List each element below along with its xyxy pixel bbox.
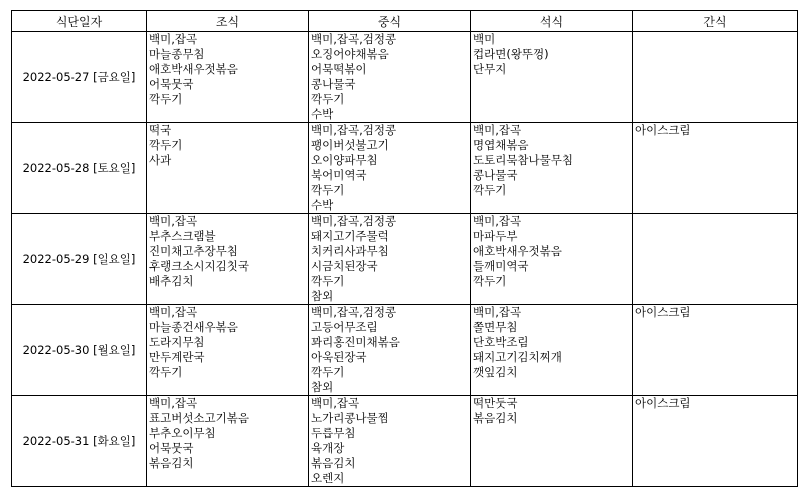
menu-item: 수박 xyxy=(311,107,334,121)
menu-item: 백미,잡곡 xyxy=(473,214,522,228)
menu-item: 떡국 xyxy=(149,123,172,137)
dinner-cell xyxy=(471,32,633,123)
menu-item: 애호박새우젓볶음 xyxy=(149,62,238,76)
menu-item: 단무지 xyxy=(473,62,507,76)
menu-item: 표고버섯소고기볶음 xyxy=(149,411,249,425)
menu-item: 볶음김치 xyxy=(311,456,356,470)
breakfast-item-list xyxy=(147,214,308,289)
snack-item-list xyxy=(633,305,797,320)
menu-item: 마파두부 xyxy=(473,229,518,243)
meal-date-cell: 2022-05-28 [토요일] xyxy=(12,123,147,214)
menu-item: 백미,잡곡 xyxy=(149,32,198,46)
snack-item-list xyxy=(633,123,797,138)
menu-item: 볶음김치 xyxy=(149,456,194,470)
menu-item: 돼지고기김치찌개 xyxy=(473,350,562,364)
menu-item: 깍두기 xyxy=(311,92,345,106)
snack-item-list xyxy=(633,396,797,411)
menu-item: 아이스크림 xyxy=(635,123,691,137)
menu-item: 육개장 xyxy=(311,441,345,455)
dinner-item-list xyxy=(471,32,632,77)
breakfast-item-list xyxy=(147,32,308,107)
header-breakfast: 조식 xyxy=(147,11,309,32)
menu-item: 백미,잡곡,검정콩 xyxy=(311,32,397,46)
menu-item: 단호박조림 xyxy=(473,335,529,349)
lunch-item-list xyxy=(309,305,470,395)
menu-item: 콩나물국 xyxy=(311,77,356,91)
menu-item: 어묵떡볶이 xyxy=(311,62,367,76)
menu-item: 깻잎김치 xyxy=(473,365,518,379)
menu-item: 백미,잡곡 xyxy=(473,305,522,319)
dinner-item-list xyxy=(471,123,632,198)
table-row xyxy=(12,32,798,123)
menu-item: 어묵뭇국 xyxy=(149,77,194,91)
menu-item: 북어미역국 xyxy=(311,168,367,182)
menu-item: 깍두기 xyxy=(149,138,183,152)
table-row xyxy=(12,305,798,396)
menu-item: 백미 xyxy=(473,32,496,46)
menu-item: 수박 xyxy=(311,198,334,212)
menu-item: 도라지무침 xyxy=(149,335,205,349)
menu-item: 참외 xyxy=(311,380,334,394)
lunch-item-list xyxy=(309,32,470,122)
menu-item: 돼지고기주물럭 xyxy=(311,229,389,243)
menu-item: 명엽채볶음 xyxy=(473,138,529,152)
menu-item: 깍두기 xyxy=(311,274,345,288)
header-lunch: 중식 xyxy=(309,11,471,32)
header-date: 식단일자 xyxy=(12,11,147,32)
menu-item: 백미,잡곡 xyxy=(149,214,198,228)
snack-cell xyxy=(633,305,798,396)
breakfast-item-list xyxy=(147,123,308,168)
meal-menu-table xyxy=(11,10,798,487)
menu-item: 백미,잡곡 xyxy=(311,396,360,410)
menu-item: 깍두기 xyxy=(311,183,345,197)
menu-item: 마늘종무침 xyxy=(149,47,205,61)
menu-item: 백미,잡곡 xyxy=(149,396,198,410)
menu-item: 부추오이무침 xyxy=(149,426,216,440)
menu-item: 깍두기 xyxy=(473,274,507,288)
meal-date-cell: 2022-05-27 [금요일] xyxy=(12,32,147,123)
snack-cell xyxy=(633,123,798,214)
menu-item: 볶음김치 xyxy=(473,411,518,425)
menu-item: 깍두기 xyxy=(149,365,183,379)
menu-item: 고등어무조림 xyxy=(311,320,378,334)
menu-item: 노가리콩나물찜 xyxy=(311,411,389,425)
breakfast-cell xyxy=(147,32,309,123)
lunch-cell xyxy=(309,396,471,487)
breakfast-cell xyxy=(147,396,309,487)
dinner-cell xyxy=(471,396,633,487)
snack-cell xyxy=(633,214,798,305)
menu-item: 콩나물국 xyxy=(473,168,518,182)
breakfast-item-list xyxy=(147,396,308,471)
table-row xyxy=(12,396,798,487)
lunch-cell xyxy=(309,32,471,123)
breakfast-cell xyxy=(147,305,309,396)
dinner-item-list xyxy=(471,396,632,426)
menu-item: 아이스크림 xyxy=(635,396,691,410)
menu-item: 시금치된장국 xyxy=(311,259,378,273)
snack-cell xyxy=(633,396,798,487)
menu-item: 백미,잡곡,검정콩 xyxy=(311,305,397,319)
meal-date-cell: 2022-05-30 [월요일] xyxy=(12,305,147,396)
menu-item: 깍두기 xyxy=(311,365,345,379)
menu-item: 어묵뭇국 xyxy=(149,441,194,455)
breakfast-item-list xyxy=(147,305,308,380)
menu-item: 도토리묵참나물무침 xyxy=(473,153,573,167)
lunch-item-list xyxy=(309,396,470,486)
lunch-cell xyxy=(309,214,471,305)
menu-item: 꽈리홍진미채볶음 xyxy=(311,335,400,349)
lunch-cell xyxy=(309,123,471,214)
menu-item: 아욱된장국 xyxy=(311,350,367,364)
menu-item: 두릅무침 xyxy=(311,426,356,440)
dinner-cell xyxy=(471,123,633,214)
menu-item: 후랭크소시지김칫국 xyxy=(149,259,249,273)
table-row xyxy=(12,214,798,305)
menu-item: 참외 xyxy=(311,289,334,303)
menu-item: 오이양파무침 xyxy=(311,153,378,167)
meal-date-cell: 2022-05-29 [일요일] xyxy=(12,214,147,305)
header-row xyxy=(12,11,798,32)
dinner-cell xyxy=(471,305,633,396)
dinner-item-list xyxy=(471,214,632,289)
header-snack: 간식 xyxy=(633,11,798,32)
menu-item: 깍두기 xyxy=(473,183,507,197)
menu-item: 진미채고추장무침 xyxy=(149,244,238,258)
menu-item: 부추스크램블 xyxy=(149,229,216,243)
table-row xyxy=(12,123,798,214)
menu-item: 오징어야채볶음 xyxy=(311,47,389,61)
menu-item: 백미,잡곡,검정콩 xyxy=(311,123,397,137)
menu-item: 백미,잡곡 xyxy=(149,305,198,319)
dinner-cell xyxy=(471,214,633,305)
menu-item: 깍두기 xyxy=(149,92,183,106)
menu-item: 쫄면무침 xyxy=(473,320,518,334)
lunch-item-list xyxy=(309,214,470,304)
meal-date-cell: 2022-05-31 [화요일] xyxy=(12,396,147,487)
menu-item: 사과 xyxy=(149,153,172,167)
menu-item: 백미,잡곡 xyxy=(473,123,522,137)
menu-body xyxy=(12,32,798,487)
menu-item: 오렌지 xyxy=(311,471,345,485)
dinner-item-list xyxy=(471,305,632,380)
menu-item: 아이스크림 xyxy=(635,305,691,319)
menu-item: 마늘종건새우볶음 xyxy=(149,320,238,334)
menu-item: 애호박새우젓볶음 xyxy=(473,244,562,258)
snack-cell xyxy=(633,32,798,123)
lunch-cell xyxy=(309,305,471,396)
menu-item: 백미,잡곡,검정콩 xyxy=(311,214,397,228)
header-dinner: 석식 xyxy=(471,11,633,32)
menu-item: 치커리사과무침 xyxy=(311,244,389,258)
lunch-item-list xyxy=(309,123,470,213)
menu-item: 컵라면(왕뚜껑) xyxy=(473,47,549,61)
menu-item: 배추김치 xyxy=(149,274,194,288)
menu-item: 만두계란국 xyxy=(149,350,205,364)
menu-item: 들깨미역국 xyxy=(473,259,529,273)
menu-item: 팽이버섯불고기 xyxy=(311,138,389,152)
breakfast-cell xyxy=(147,123,309,214)
menu-item: 떡만둣국 xyxy=(473,396,518,410)
breakfast-cell xyxy=(147,214,309,305)
